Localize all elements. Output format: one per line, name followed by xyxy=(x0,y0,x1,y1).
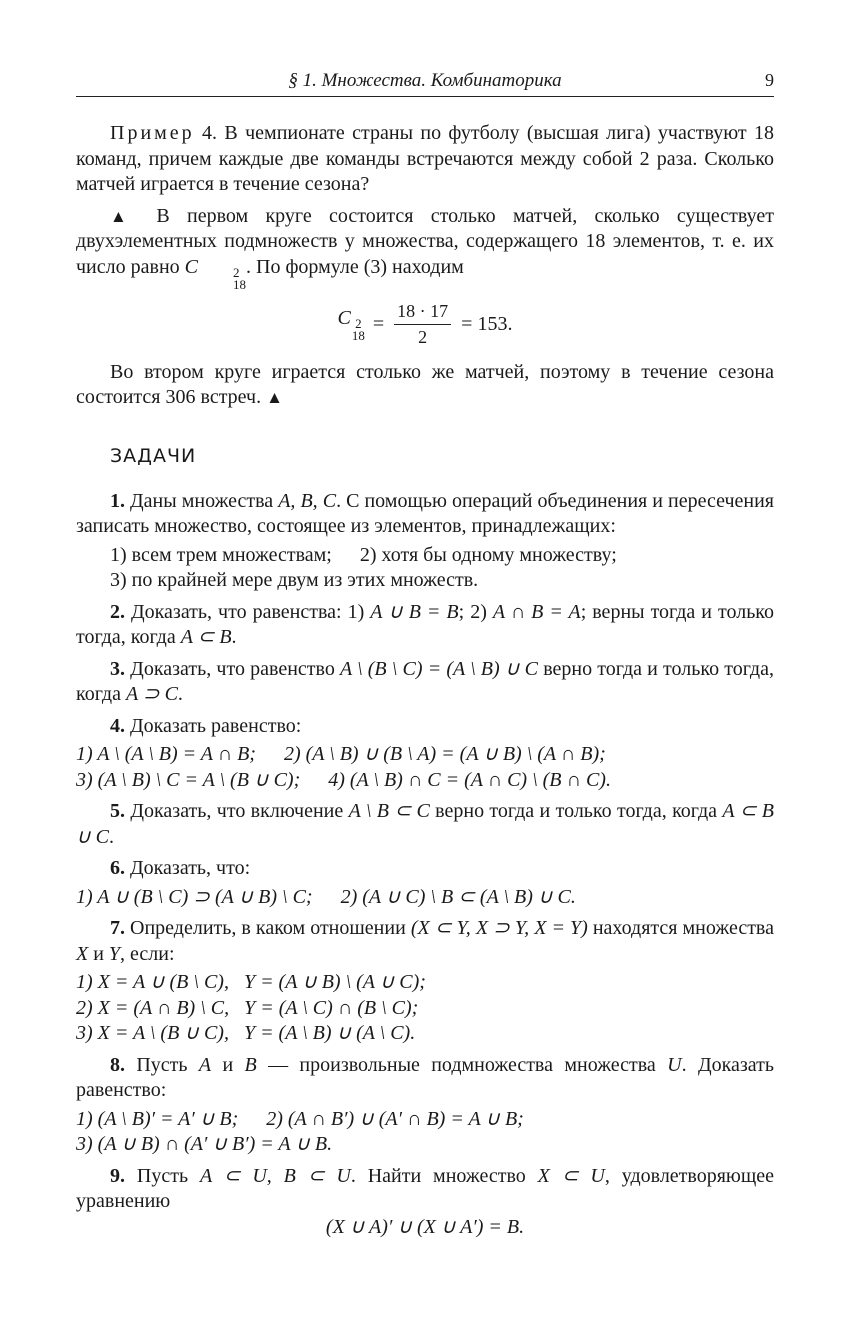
task-8-line-1: 1) (A \ B)′ = A′ ∪ B; 2) (A ∩ B′) ∪ (A′ ∩ B) = A ∪ B; xyxy=(76,1107,524,1130)
binom-indices: 2 18 xyxy=(233,264,246,292)
task-8-line-2: 3) (A ∪ B) ∩ (A′ ∪ B′) = A ∪ B. xyxy=(76,1133,333,1155)
example-4-conclusion: Во втором круге играется столько же матчей, поэтому в течение сезона состоится 306 встреч. ▲ xyxy=(76,360,774,408)
task-9: 9. Пусть A ⊂ U, B ⊂ U. Найти множество X ⊂ U, удовлетворяющее уравнению xyxy=(76,1164,775,1212)
task-4: 4. Доказать равенство: xyxy=(110,714,302,737)
task-7-line-1: 1) X = A ∪ (B \ C), Y = (A ∪ B) \ (A ∪ C); xyxy=(76,971,426,993)
example-4-statement: Пример 4. В чемпионате страны по футболу (высшая лига) участвуют 18 команд, причем каждые две команды встречаются между собой 2 раза. Сколько матчей играется в течение сезона? xyxy=(76,122,774,195)
task-7-line-3: 3) X = A \ (B ∪ C), Y = (A \ B) ∪ (A \ C). xyxy=(76,1022,416,1044)
combination-formula: C 2 18 = $\frac{18 \cdot 17}{2}$ = 153. xyxy=(337,300,513,347)
triangle-icon: ▲ xyxy=(110,206,140,226)
task-1-items-line-1: 1) всем трем множествам; 2) хотя бы одному множеству; xyxy=(110,543,617,566)
task-5: 5. Доказать, что включение A \ B ⊂ C верно тогда и только тогда, когда A ⊂ B ∪ C. xyxy=(76,800,774,848)
task-1-items-line-2: 3) по крайней мере двум из этих множеств. xyxy=(110,569,479,591)
task-4-line-1: 1) A \ (A \ B) = A ∩ B; 2) (A \ B) ∪ (B \ A) = (A ∪ B) \ (A ∩ B); xyxy=(76,743,606,765)
book-page xyxy=(76,60,774,1240)
running-header xyxy=(76,60,774,97)
task-7-line-2: 2) X = (A ∩ B) \ C, Y = (A \ C) ∩ (B \ C); xyxy=(76,996,419,1019)
task-4-line-2: 3) (A \ B) \ C = A \ (B ∪ C); 4) (A \ B) ∩ C = (A ∩ C) \ (B ∩ C). xyxy=(76,768,611,791)
section-heading-tasks: ЗАДАЧИ xyxy=(110,444,197,467)
task-3: 3. Доказать, что равенство A \ (B \ C) = (A \ B) ∪ C верно тогда и только тогда, когда A ⊃ C. xyxy=(76,657,774,705)
task-2: 2. Доказать, что равенства: 1) A ∪ B = B; 2) A ∩ B = A; верны тогда и только тогда, когда A ⊂ B. xyxy=(76,600,775,648)
task-6: 6. Доказать, что: xyxy=(110,857,251,879)
task-9-formula: (X ∪ A)′ ∪ (X ∪ A′) = B. xyxy=(325,1215,525,1238)
page-number: 9 xyxy=(765,70,774,90)
running-title: § 1. Множества. Комбинаторика xyxy=(288,70,562,91)
task-1: 1. Даны множества A, B, C. С помощью операций объединения и пересечения записать множество, состоящее из элементов, принадлежащих: xyxy=(76,489,774,537)
task-7: 7. Определить, в каком отношении (X ⊂ Y, X ⊃ Y, X = Y) находятся множества X и Y, если: xyxy=(76,917,774,965)
fraction: $\frac{18 \cdot 17}{2}$ xyxy=(394,301,451,348)
example-label: Пример xyxy=(110,122,195,144)
task-6-line-1: 1) A ∪ (B \ C) ⊃ (A ∪ B) \ C; 2) (A ∪ C) \ B ⊂ (A \ B) ∪ C. xyxy=(76,885,576,908)
triangle-end-icon: ▲ xyxy=(266,388,283,407)
task-8: 8. Пусть A и B — произвольные подмножества множества U. Доказать равенство: xyxy=(76,1053,775,1101)
example-4-solution: ▲ В первом круге состоится столько матчей, сколько существует двухэлементных подмножеств у множества, содержащего 18 элементов, т. е. их число равно C 2 18 . По формуле (3) находим xyxy=(76,204,774,292)
